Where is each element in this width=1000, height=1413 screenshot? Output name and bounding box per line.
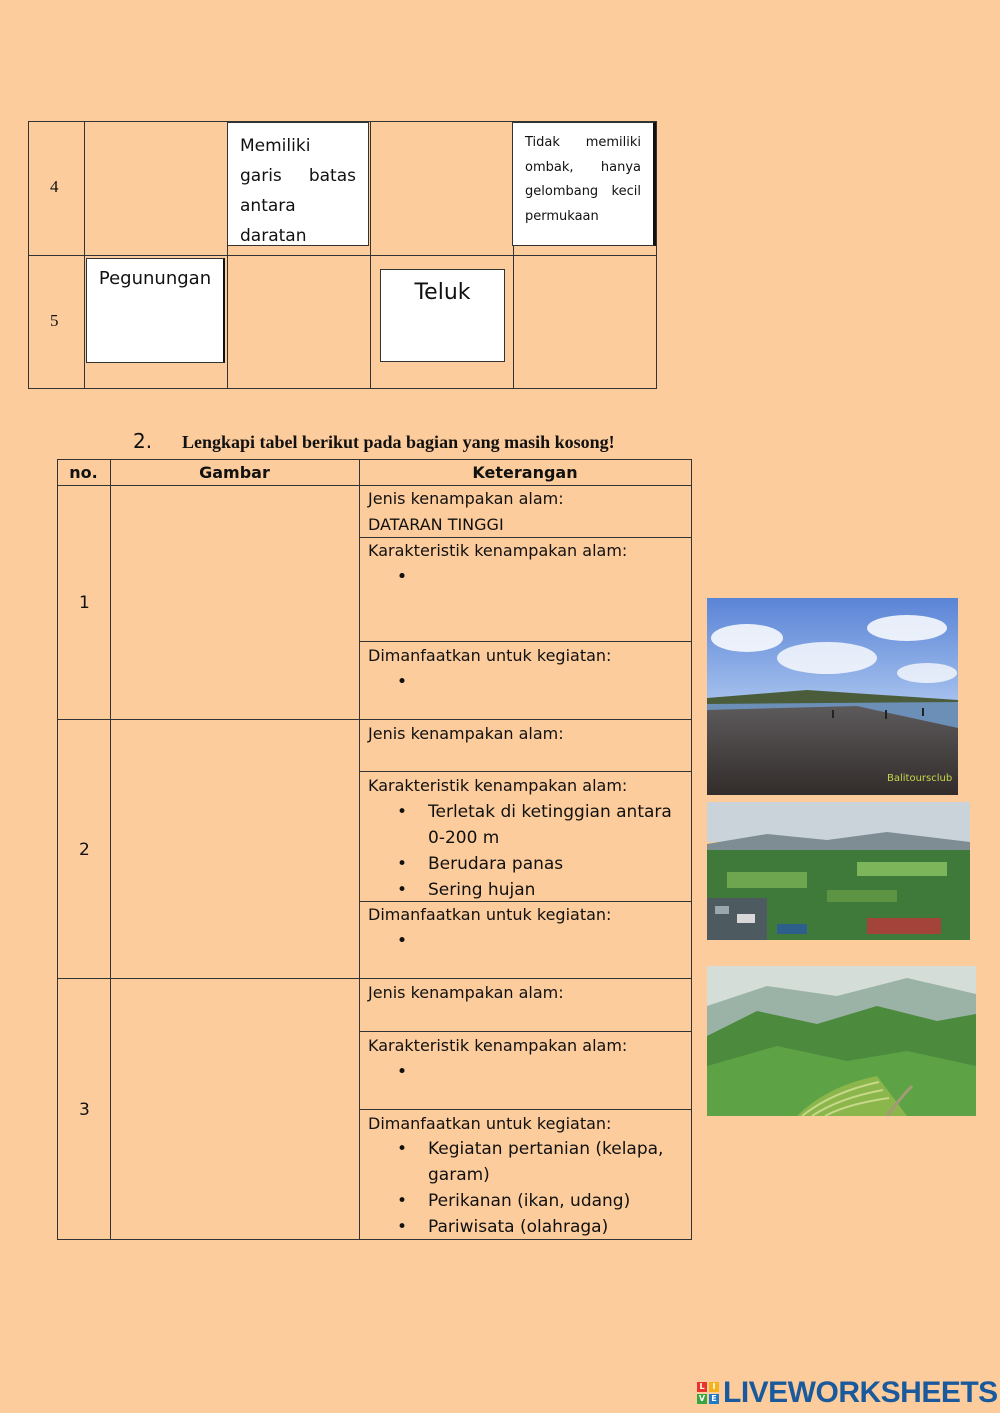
top-table xyxy=(28,121,657,389)
dimanfaatkan-label: Dimanfaatkan untuk kegiatan: xyxy=(368,905,612,924)
karakteristik-list xyxy=(368,799,672,903)
list-item: • Kegiatan pertanian (kelapa, xyxy=(368,1136,663,1162)
answer-card[interactable] xyxy=(86,258,225,363)
row-number: 2 xyxy=(79,840,90,860)
card-text: Tidak memiliki ombak, hanya gelombang kecil permukaan xyxy=(525,135,641,224)
image-drop-zone[interactable] xyxy=(111,720,358,978)
beach-image[interactable] xyxy=(707,598,958,795)
header-no: no. xyxy=(69,463,98,482)
liveworksheets-logo xyxy=(697,1376,998,1410)
list-item: • Terletak di ketinggian antara xyxy=(368,799,672,825)
beach-watermark: Balitoursclub xyxy=(887,773,953,784)
logo-cubes-icon: L I V E xyxy=(697,1382,719,1404)
image-drop-zone[interactable] xyxy=(111,486,358,719)
highland-picture xyxy=(707,966,976,1116)
karakteristik-label: Karakteristik kenampakan alam: xyxy=(368,776,628,795)
dimanfaatkan-list xyxy=(368,1136,663,1240)
dimanfaatkan-label: Dimanfaatkan untuk kegiatan: xyxy=(368,646,612,665)
karakteristik-label: Karakteristik kenampakan alam: xyxy=(368,541,628,560)
list-item: garam) xyxy=(428,1165,490,1185)
card-text: Pegunungan xyxy=(98,268,212,289)
lowland-picture xyxy=(707,802,970,940)
header-gambar: Gambar xyxy=(199,463,270,482)
answer-card[interactable] xyxy=(380,269,505,362)
dimanfaatkan-label: Dimanfaatkan untuk kegiatan: xyxy=(368,1114,612,1133)
row-number: 3 xyxy=(79,1100,90,1120)
logo-text: LIVEWORKSHEETS xyxy=(723,1376,998,1409)
main-table xyxy=(57,459,692,1240)
answer-card[interactable] xyxy=(512,122,656,246)
row-number: 4 xyxy=(50,177,59,196)
list-item: • Berudara panas xyxy=(368,851,672,877)
row-number: 5 xyxy=(50,311,59,330)
karakteristik-label: Karakteristik kenampakan alam: xyxy=(368,1036,628,1055)
jenis-label: Jenis kenampakan alam: xyxy=(368,489,564,508)
header-keterangan: Keterangan xyxy=(472,463,578,482)
jenis-value[interactable]: DATARAN TINGGI xyxy=(368,515,504,534)
highland-image[interactable] xyxy=(707,966,976,1116)
list-item: • Pariwisata (olahraga) xyxy=(368,1214,663,1240)
question-number: 2. xyxy=(133,429,153,453)
card-text: Memiliki garis batas antara daratan xyxy=(240,136,356,246)
question-text: Lengkapi tabel berikut pada bagian yang masih kosong! xyxy=(182,432,615,452)
list-item: • Sering hujan xyxy=(368,877,672,903)
list-item: 0-200 m xyxy=(428,828,500,848)
row-number: 1 xyxy=(79,593,90,613)
image-drop-zone[interactable] xyxy=(111,979,358,1239)
answer-card[interactable] xyxy=(227,122,369,246)
jenis-label: Jenis kenampakan alam: xyxy=(368,724,564,743)
card-text: Teluk xyxy=(414,280,471,305)
list-item: • Perikanan (ikan, udang) xyxy=(368,1188,663,1214)
beach-picture xyxy=(707,598,958,795)
lowland-image[interactable] xyxy=(707,802,970,940)
jenis-label: Jenis kenampakan alam: xyxy=(368,983,564,1002)
